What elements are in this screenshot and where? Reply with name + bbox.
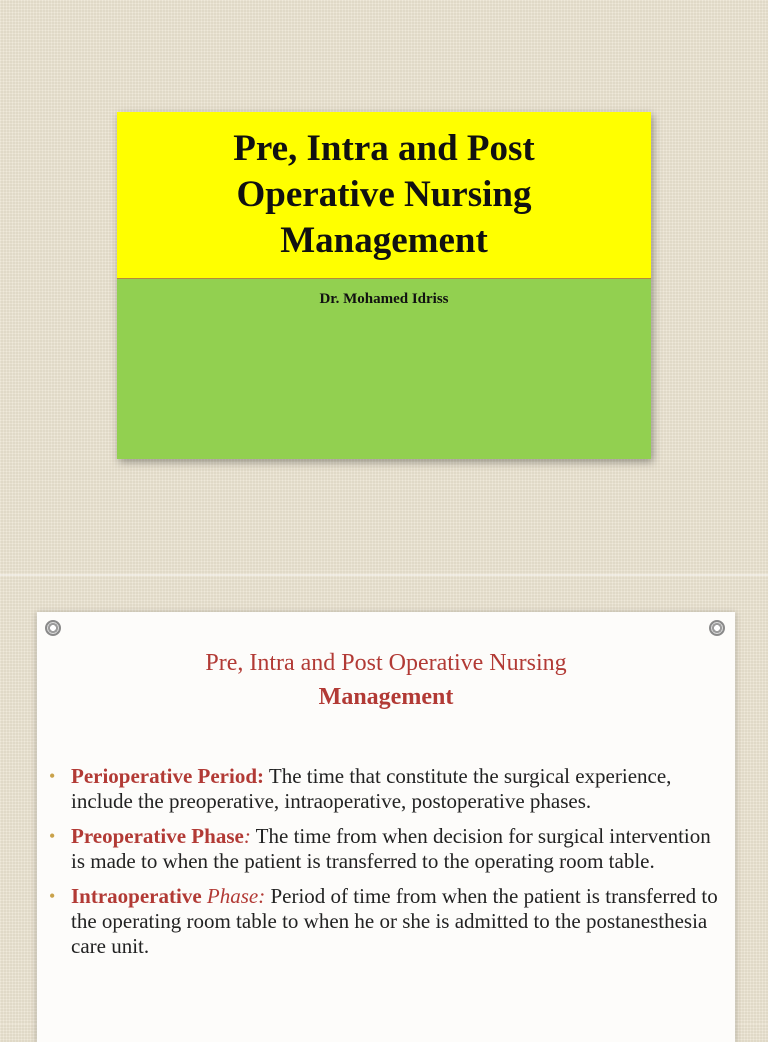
term-suffix: :: [243, 824, 251, 848]
title-line-2: Management: [318, 684, 454, 710]
list-item: [49, 764, 721, 814]
term-label: Intraoperative: [71, 884, 207, 908]
definition-text: Period of time from when the patient is transferred to the operating room table to when he or she is admitted to the postanesthesia care unit.: [71, 884, 718, 958]
author-name: Dr. Mohamed Idriss: [319, 291, 449, 307]
definition-text: The time that constitute the surgical experience, include the preoperative, intraoperative, postoperative phases.: [71, 764, 672, 813]
content-slide: [37, 612, 735, 1042]
author-panel: [117, 279, 651, 459]
list-item: [49, 824, 721, 874]
bullet-dot-icon: •: [49, 886, 56, 906]
term-label: Perioperative Period:: [71, 764, 264, 788]
title-line-1: Pre, Intra and Post Operative Nursing: [205, 650, 567, 676]
pushpin-icon: [709, 620, 725, 636]
bullet-dot-icon: •: [49, 766, 56, 786]
list-item: [49, 884, 721, 959]
term-label: Preoperative Phase: [71, 824, 244, 848]
pushpin-icon: [45, 620, 61, 636]
bullet-dot-icon: •: [49, 826, 56, 846]
page-divider: [0, 574, 768, 576]
title-slide: [117, 112, 651, 459]
title-banner: [117, 112, 651, 279]
definition-text: The time from when decision for surgical intervention is made to when the patient is transferred to the operating room table.: [71, 824, 711, 873]
definition-list: [49, 764, 721, 969]
slide-title: Pre, Intra and Post Operative Nursing Management: [233, 128, 535, 261]
term-suffix: Phase:: [206, 884, 266, 908]
content-slide-title: [37, 646, 735, 714]
